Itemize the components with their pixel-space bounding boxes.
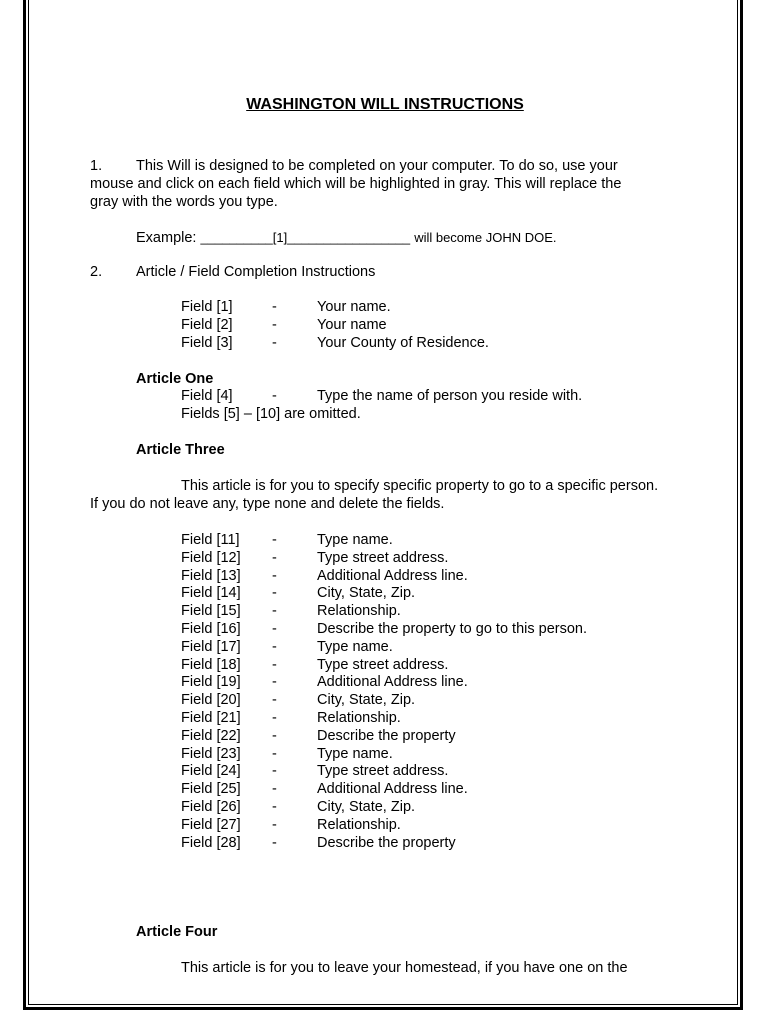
field-dash: - [272,692,277,708]
article-four-heading: Article Four [136,924,218,940]
field-description: Your name [317,317,387,333]
field-dash: - [272,299,277,315]
para2-number: 2. [90,264,103,280]
field-label: Field [4] [181,388,233,404]
omitted-fields-note: Fields [5] – [10] are omitted. [181,406,361,422]
document-title: WASHINGTON WILL INSTRUCTIONS [246,96,524,113]
example-result: will become JOHN DOE. [414,230,557,245]
field-description: Type street address. [317,763,449,779]
field-dash: - [272,388,277,404]
field-label: Field [23] [181,746,241,762]
field-dash: - [272,817,277,833]
field-description: City, State, Zip. [317,799,416,815]
field-label: Field [21] [181,710,241,726]
field-label: Field [15] [181,603,241,619]
field-label: Field [14] [181,585,241,601]
field-label: Field [19] [181,674,241,690]
field-dash: - [272,674,277,690]
field-label: Field [3] [181,335,233,351]
field-dash: - [272,532,277,548]
field-dash: - [272,763,277,779]
field-dash: - [272,781,277,797]
field-description: Relationship. [317,817,401,833]
field-description: Your County of Residence. [317,335,489,351]
field-description: Type name. [317,639,393,655]
article-three-intro-line2: If you do not leave any, type none and delete the fields. [90,496,445,512]
field-label: Field [2] [181,317,233,333]
field-label: Field [24] [181,763,241,779]
field-label: Field [22] [181,728,241,744]
field-description: Additional Address line. [317,674,468,690]
field-description: Additional Address line. [317,568,468,584]
field-label: Field [13] [181,568,241,584]
field-description: Type name. [317,532,393,548]
field-description: Relationship. [317,603,401,619]
field-label: Field [18] [181,657,241,673]
para1-number: 1. [90,158,103,174]
para1-line1: This Will is designed to be completed on your computer. To do so, use your [136,158,618,174]
field-description: City, State, Zip. [317,692,416,708]
field-description: Relationship. [317,710,401,726]
field-description: Describe the property [317,835,456,851]
field-dash: - [272,317,277,333]
field-description: Your name. [317,299,391,315]
field-dash: - [272,746,277,762]
example-line [136,229,557,247]
example-blank-field[interactable]: __________[1]_________________ [200,230,411,245]
field-label: Field [11] [181,532,240,548]
field-description: Additional Address line. [317,781,468,797]
field-dash: - [272,728,277,744]
field-description: Type street address. [317,657,449,673]
para2-heading: Article / Field Completion Instructions [136,264,376,280]
field-label: Field [12] [181,550,241,566]
field-description: Type name. [317,746,393,762]
field-dash: - [272,710,277,726]
para1-line2: mouse and click on each field which will be highlighted in gray. This will replace the [90,176,622,192]
article-one-heading: Article One [136,371,214,387]
field-dash: - [272,335,277,351]
field-label: Field [28] [181,835,241,851]
field-label: Field [25] [181,781,241,797]
example-label: Example: [136,230,197,246]
article-four-intro-line1: This article is for you to leave your homestead, if you have one on the [181,960,628,976]
field-label: Field [16] [181,621,241,637]
field-label: Field [20] [181,692,241,708]
field-dash: - [272,835,277,851]
para1-line3: gray with the words you type. [90,194,278,210]
field-description: Type street address. [317,550,449,566]
field-dash: - [272,657,277,673]
field-label: Field [26] [181,799,241,815]
field-dash: - [272,799,277,815]
article-three-heading: Article Three [136,442,225,458]
field-description: City, State, Zip. [317,585,416,601]
field-label: Field [1] [181,299,233,315]
field-description: Describe the property to go to this person. [317,621,588,637]
field-dash: - [272,621,277,637]
field-dash: - [272,550,277,566]
article-three-intro-line1: This article is for you to specify specific property to go to a specific person. [181,478,659,494]
field-dash: - [272,603,277,619]
field-dash: - [272,585,277,601]
field-label: Field [17] [181,639,241,655]
field-label: Field [27] [181,817,241,833]
field-dash: - [272,639,277,655]
field-description: Type the name of person you reside with. [317,388,583,404]
field-description: Describe the property [317,728,456,744]
field-dash: - [272,568,277,584]
